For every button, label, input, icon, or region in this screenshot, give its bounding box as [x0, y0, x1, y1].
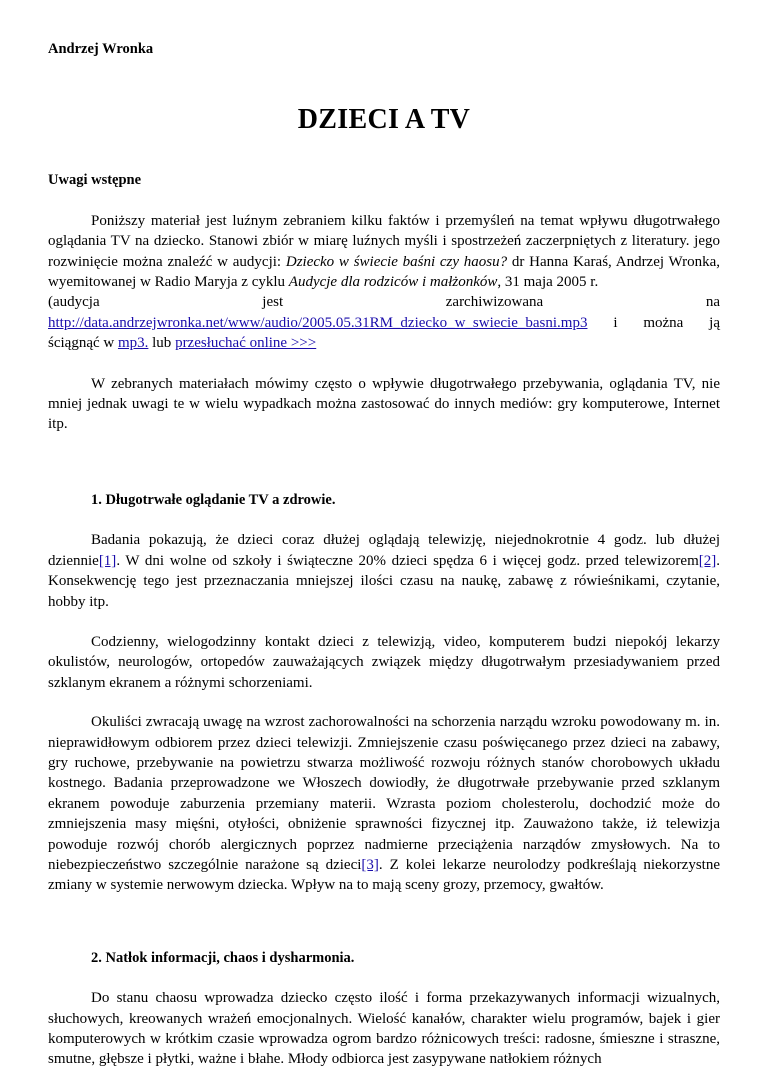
- mp3-download-link[interactable]: mp3.: [117, 335, 149, 352]
- archive-url-link[interactable]: http://data.andrzejwronka.net/www/audio/2005.05.31RM_dziecko_w_swiecie_basni.mp3: [48, 314, 588, 331]
- footnote-link-2[interactable]: [2]: [698, 552, 717, 569]
- intro-p1-text-2: dr Hanna Karaś, Andrzej Wronka, wyemitowanej w Radio Maryja z cyklu: [48, 253, 720, 291]
- footnote-link-1[interactable]: [1]: [98, 552, 117, 569]
- section-2-heading: 2. Natłok informacji, chaos i dysharmonia.: [91, 949, 355, 966]
- intro-p1-text-5: ściągnąć w: [48, 335, 118, 352]
- section-1-paragraph-1: [48, 530, 720, 612]
- author-name: Andrzej Wronka: [48, 41, 154, 57]
- intro-paragraph-2: W zebranych materiałach mówimy często o wpływie długotrwałego przebywania, oglądania TV, nie mniej jednak uwagi te w wielu wypadkach można zastosować do innych mediów: gry komputerowe, Internet itp.: [48, 375, 720, 433]
- archive-url-line: [48, 313, 720, 333]
- intro-p1-text-4: i można ją: [587, 314, 720, 331]
- intro-heading: Uwagi wstępne: [48, 172, 142, 189]
- section-1-paragraph-2: Codzienny, wielogodzinny kontakt dzieci z telewizją, video, komputerem budzi niepokój lekarzy okulistów, neurologów, ortopedów zauważających związek między długotrwałym przesiadywaniem przed szklanym ekranem a różnymi schorzeniami.: [48, 633, 720, 691]
- listen-online-link[interactable]: przesłuchać online >>>: [175, 335, 317, 352]
- section-2-paragraph-1: Do stanu chaosu wprowadza dziecko często ilość i forma przekazywanych informacji wizualnych, słuchowych, kreowanych wrażeń emocjonalnych. Wielość kanałów, charakter wielu programów, bajek i gier komputerowych w krótkim czasie wprowadza ogrom bardzo różnicowych treści: radosne, śmieszne i straszne, smutne, głębsze i płytki, ważne i błahe. Młody odbiorca jest zasypywane natłokiem różnych: [48, 990, 720, 1068]
- document-page: [48, 39, 720, 1070]
- page-title: DZIECI A TV: [297, 104, 471, 136]
- intro-paragraph-1: [48, 211, 720, 354]
- s1-p1-text-2: . W dni wolne od szkoły i świąteczne 20% dzieci spędza 6 i więcej godz. przed telewizorem: [116, 552, 699, 569]
- footnote-link-3[interactable]: [3]: [361, 856, 379, 873]
- section-1-paragraph-3: [48, 712, 720, 896]
- s1-p1-text-3: . Konsekwencję tego jest przeznaczania mniejszej ilości czasu na naukę, zabawę z rówieśnikami, czytanie, hobby itp.: [48, 552, 720, 610]
- archive-note-line: (audycja jest zarchiwizowana na: [48, 294, 720, 311]
- download-line: [48, 333, 720, 353]
- section-1-heading: 1. Długotrwałe oglądanie TV a zdrowie.: [91, 491, 336, 508]
- s1-p3-text-2: . Z kolei lekarze neurolodzy podkreślają niekorzystne zmiany w systemie nerwowym dziecka. Wpływ na to mają sceny grozy, przemocy, gwałtów.: [48, 856, 720, 894]
- intro-p1-text-6: lub: [148, 335, 176, 352]
- intro-p1-text-3: , 31 maja 2005 r.: [497, 274, 599, 291]
- s1-p3-text-1: Okuliści zwracają uwagę na wzrost zachorowalności na schorzenia narządu wzroku powodowany m. in. nieprawidłowym odbiorem przez dzieci telewizji. Zmniejszenie czasu poświęcanego przez dzieci na zabawy, gry ruchowe, przebywanie na powietrzu stwarza możliwość rozwoju różnych stanów chorobowych układu kostnego. Badania przeprowadzone we Włoszech dowiodły, że długotrwałe przebywanie przed szklanym ekranem powoduje zaburzenia przemiany materii. Wzrasta poziom cholesterolu, dochodzić może do zmniejszenia masy mięśni, otyłości, obniżenie sprawności fizycznej itp. Zauważono także, iż telewizja powoduje rozwój chorób alergicznych poprzez nadmierne przeciążenia narządów zmysłowych. Na to niebezpieczeństwo szczególnie narażone są dzieci: [48, 714, 720, 873]
- intro-p1-text-1: Poniższy materiał jest luźnym zebraniem kilku faktów i przemyśleń na temat wpływu długotrwałego oglądania TV na dziecko. Stanowi zbiór w miarę luźnych myśli i spostrzeżeń zaczerpniętych z literatury. jego rozwinięcie można znaleźć w audycji:: [48, 212, 720, 270]
- intro-p1-emphasis-1: Dziecko w świecie baśni czy haosu?: [285, 253, 508, 270]
- s1-p1-text-1: Badania pokazują, że dzieci coraz dłużej oglądają telewizję, niejednokrotnie 4 godz. lub dłużej dziennie: [48, 532, 720, 569]
- intro-p1-emphasis-2: Audycje dla rodziców i małżonków: [288, 274, 498, 291]
